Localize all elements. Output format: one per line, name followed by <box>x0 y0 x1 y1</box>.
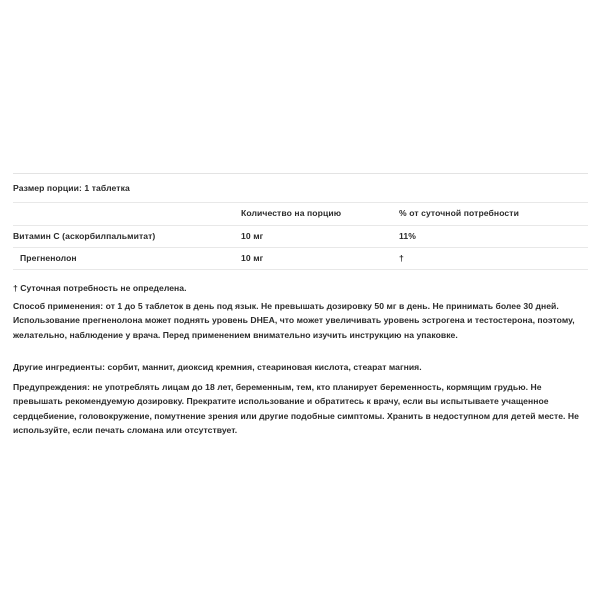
serving-size-label: Размер порции: 1 таблетка <box>13 174 588 203</box>
table-row <box>13 248 588 270</box>
serving-size-row <box>13 174 588 203</box>
daily-value-footnote: † Суточная потребность не определена. <box>13 282 187 293</box>
supplement-facts-table <box>13 173 588 270</box>
nutrient-name: Витамин С (аскорбилпальмитат) <box>13 226 241 248</box>
table-row <box>13 226 588 248</box>
warnings-text: Предупреждения: не употреблять лицам до 18 лет, беременным, тем, кто планирует беременность, кормящим грудью. Не превышать рекомендуемую дозировку. Прекратите использование и обратитесь к врачу, если вы испытываете учащенное сердцебиение, головокружение, помутнение зрения или другие подобные симптомы. Хранить в недоступном для детей месте. Не используйте, если печать сломана или отсутствует. <box>13 381 579 436</box>
nutrient-daily-value: 11% <box>399 226 588 248</box>
table-bottom-rule <box>13 270 588 271</box>
table-header-row <box>13 203 588 226</box>
nutrient-daily-value: † <box>399 248 588 270</box>
column-header-nutrient <box>13 203 241 226</box>
nutrient-amount: 10 мг <box>241 248 399 270</box>
nutrient-name: Прегненолон <box>13 248 241 270</box>
column-header-amount: Количество на порцию <box>241 203 399 226</box>
column-header-daily-value: % от суточной потребности <box>399 203 588 226</box>
usage-directions-text: Способ применения: от 1 до 5 таблеток в день под язык. Не превышать дозировку 50 мг в день. Не принимать более 30 дней. Использование прегненолона может поднять уровень DHEA, что может увеличивать уровень эстрогена и тестостерона, поэтому, желательно, наблюдение у врача. Перед применением внимательно изучить инструкцию на упаковке. <box>13 300 575 340</box>
nutrient-amount: 10 мг <box>241 226 399 248</box>
bottom-rule <box>13 270 588 271</box>
other-ingredients-text: Другие ингредиенты: сорбит, маннит, диоксид кремния, стеариновая кислота, стеарат магния. <box>13 361 422 372</box>
